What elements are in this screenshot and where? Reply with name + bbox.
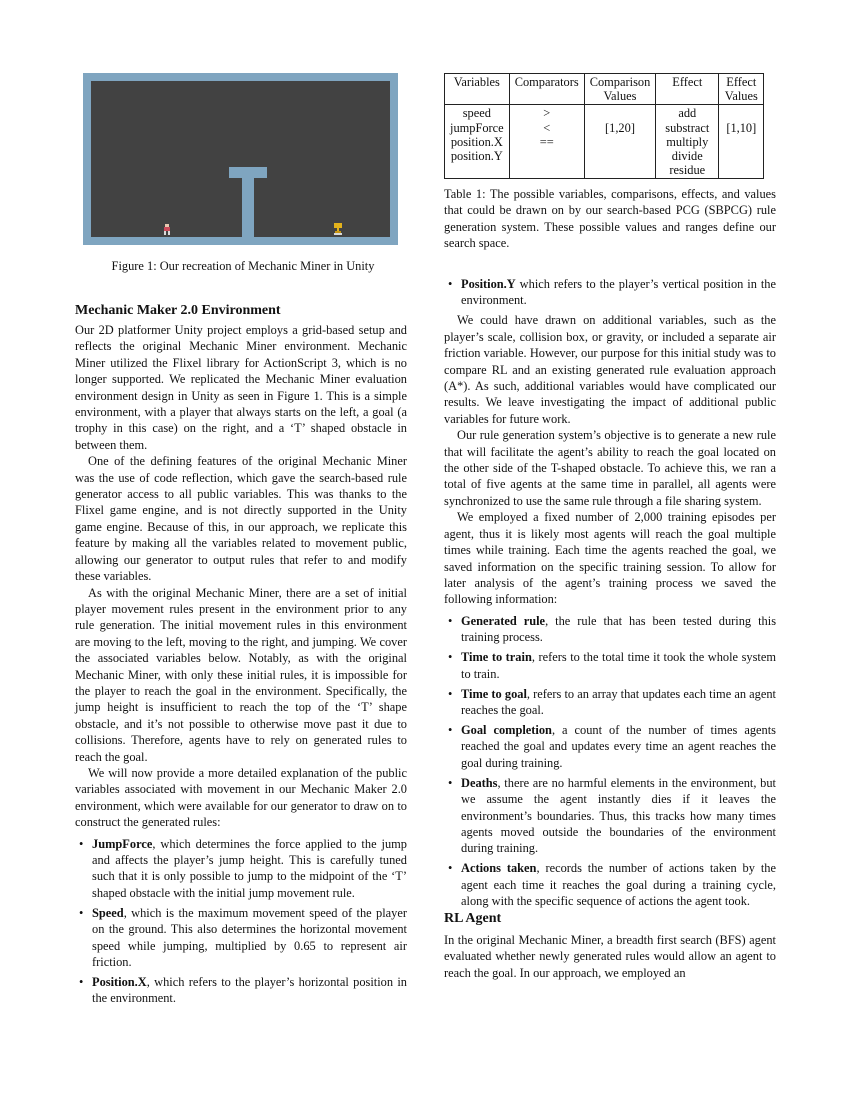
t-obstacle-stem [242,177,254,237]
list-item: • Position.Y which refers to the player’s vertical position in the environment. [448,277,776,308]
list-item: • Deaths, there are no harmful elements in the environment, but we assume the agent instantly dies if it leaves the environment’s boundaries. Thus, this tracks how many times agents moved outside the boundaries of the environment during training. [448,775,776,856]
table-header: Effect [656,74,719,105]
list-item: • Generated rule, the rule that has been tested during this training process. [448,613,777,645]
section-body [75,322,407,1010]
table-caption: Table 1: The possible variables, comparisons, effects, and values that could be drawn on by our search-based PCG (SBPCG) rule generation system. These possible values and ranges define our search space. [444,187,776,251]
table-header: Comparators [509,74,584,105]
list-item: • Speed, which is the maximum movement speed of the player on the ground. This also determines the horizontal movement speed while jumping, multiplied by 0.65 to represent air friction. [79,905,407,970]
table-row [445,105,764,179]
paragraph: In the original Mechanic Miner, a breadth first search (BFS) agent evaluated whether newly generated rules would allow an agent to reach the goal. In our approach, we employed an [444,933,776,980]
table-header: Comparison Values [584,74,656,105]
list-item: • Actions taken, records the number of actions taken by the agent each time it reaches the goal during a training cycle, along with the specific sequence of actions the agent took. [448,861,776,909]
figure-caption: Figure 1: Our recreation of Mechanic Miner in Unity [111,259,375,273]
section-heading: RL Agent [444,911,502,926]
paragraph: We employed a fixed number of 2,000 training episodes per agent, thus it is likely most agents will reach the goal multiple times while training. Each time the agents reached the goal, we saved information on the specific training session. To allow for later analysis of the agent’s training process we saved the following information: [444,510,776,607]
paragraph: Our rule generation system’s objective is to generate a new rule that will facilitate the agent’s ability to reach the goal located on the other side of the T-shaped obstacle. To achieve this, we ran a total of five agents at the same time in parallel, all agents were synchronized to use the same rule through a file sharing system. [444,428,776,508]
list-item: • Position.X, which refers to the player’s horizontal position in the environment. [79,975,407,1006]
right-column-body [444,276,776,913]
paragraph: Our 2D platformer Unity project employs a grid-based setup and reflects the original Mechanic Miner environment. Mechanic Miner utilized the Flixel library for ActionScript 3, which is no longer supported. We replicated the Mechanic Miner evaluation environment design in Unity as seen in Figure 1. This is a simple environment, with a player that always starts on the left, a goal (a trophy in this case) on the right, and a ‘T’ shaped obstacle in between them. [75,323,407,452]
list-item: • Time to goal, refers to an array that updates each time an agent reaches the goal. [448,686,776,717]
saved-info-list [444,613,776,910]
trophy-icon [333,223,343,235]
variables-table [444,73,764,179]
variables-list [75,836,407,1007]
variables-list-continued [444,276,776,309]
list-item: • JumpForce, which determines the force applied to the jump and affects the player’s jump height. This is carefully tuned such that it is only possible to jump to the midpoint of the ‘T’ shaped obstacle with the initial jump movement rule. [79,836,407,900]
effects-cell: add substract multiply divide residue [656,105,719,179]
paragraph: We could have drawn on additional variables, such as the player’s scale, collision box, or gravity, or included a separate air friction variable. However, our purpose for this initial study was to compare RL and an existing generated rule evaluation approach (A*). As such, additional variables would have complicated our results. We leave investigating the impact of additional public variables for future work. [444,313,776,426]
list-item: • Goal completion, a count of the number of times agents reached the goal and updates every time an agent reaches the goal during training. [448,722,776,770]
effect-values-cell: [1,10] [719,105,764,179]
table-header-row [445,74,764,105]
list-item: • Time to train, refers to the total time it took the whole system to train. [448,650,776,681]
paragraph: As with the original Mechanic Miner, there are a set of initial player movement rules present in the environment prior to any rule generation. The initial movement rules in this environment are moving to the left, moving to the right, and jumping. We cover the associated variables below. Notably, as with the original Mechanic Miner, with only these initial rules, it is impossible for the player to reach the goal in the environment. Specifically, the jump height is insufficient to reach the top of the ‘T’ shape obstacle, and it’s not possible to otherwise move past it due to collisions. Therefore, agents have to rely on generated rules to reach the goal. [75,585,407,764]
table-header: Effect Values [719,74,764,105]
comparators-cell: > < == [509,105,584,179]
paragraph: We will now provide a more detailed explanation of the public variables associated with movement in our Mechanic Maker 2.0 environment, which were available for our generator to draw on to construct the generated rules: [75,765,407,830]
comparison-values-cell: [1,20] [584,105,656,179]
figure-image [83,73,398,245]
game-environment [91,81,390,237]
section-heading: Mechanic Maker 2.0 Environment [75,303,281,318]
table-header: Variables [445,74,510,105]
variables-cell: speed jumpForce position.X position.Y [445,105,510,179]
paragraph: One of the defining features of the original Mechanic Miner was the use of code reflection, which gave the search-based rule generator access to all public variables. This was thanks to the Flixel game engine, and is not directly supported in the Unity game engine. Because of this, in our approach, we replicate this feature by making all the variables related to movement public, allowing our generator to output rules that refer to and modify these variables. [75,454,407,584]
player-icon [163,224,171,235]
